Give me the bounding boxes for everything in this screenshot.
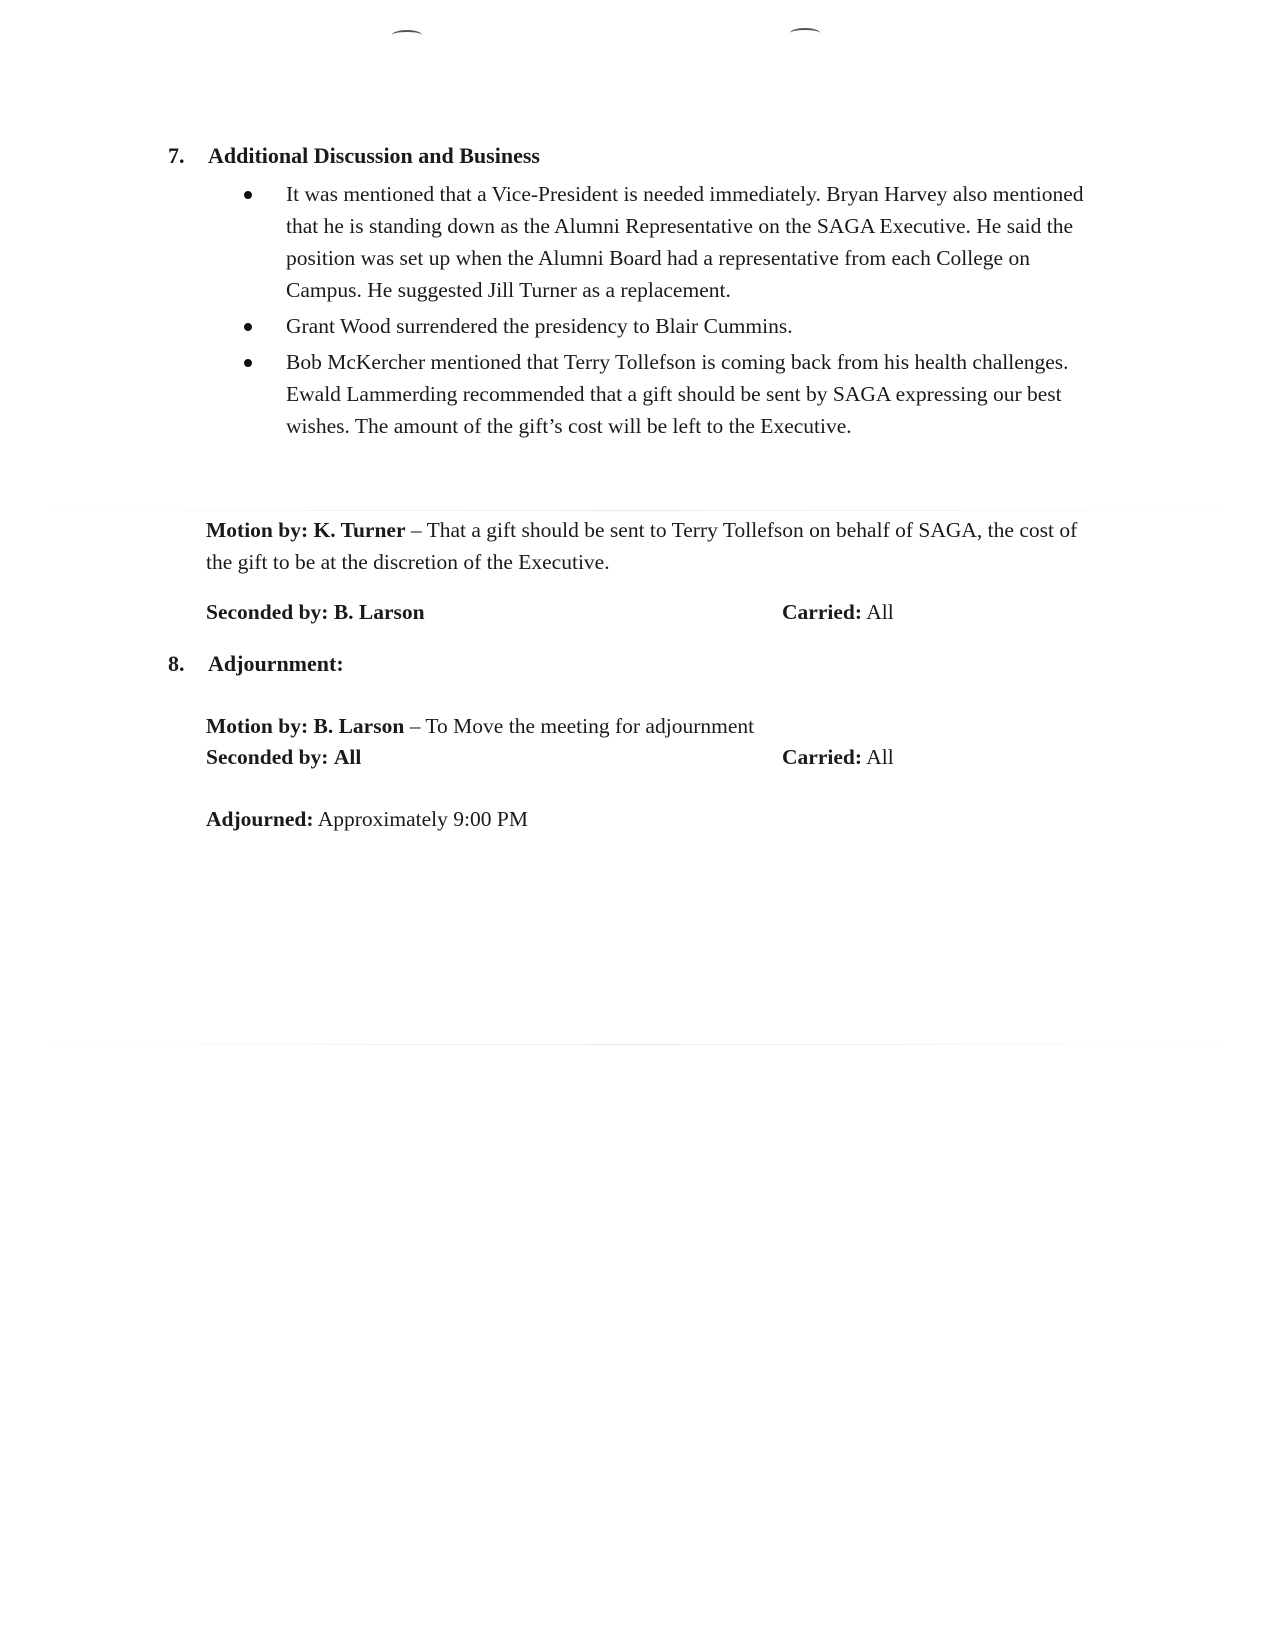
section-7-motion — [206, 514, 1086, 578]
section-8-carried — [782, 741, 894, 773]
bullet-text: Bob McKercher mentioned that Terry Tollefson is coming back from his health challenges. Ewald Lammerding recommended that a gift should be sent by SAGA expressing our best wishes. The amount of the gift’s cost will be left to the Executive. — [286, 350, 1069, 438]
seconded-label: Seconded by: — [206, 600, 329, 624]
bullet-icon — [244, 359, 252, 367]
carried-label: Carried: — [782, 745, 862, 769]
motion-text: – That a gift should be sent to Terry Tollefson on behalf of SAGA, the cost of the gift to be at the discretion of the Executive. — [206, 518, 1078, 574]
bullet-text: It was mentioned that a Vice-President is needed immediately. Bryan Harvey also mentioned that he is standing down as the Alumni Representative on the SAGA Executive. He said the position was set up when the Alumni Board had a representative from each College on Campus. He suggested Jill Turner as a replacement. — [286, 182, 1084, 302]
fold-line-lower — [0, 1044, 1269, 1045]
section-8-number: 8. — [168, 651, 185, 676]
list-item — [244, 310, 1104, 342]
section-7-number: 7. — [168, 143, 185, 168]
carried-value: All — [866, 600, 894, 624]
motion-mover: K. Turner — [313, 518, 406, 542]
list-item — [244, 178, 1104, 306]
seconded-label: Seconded by: — [206, 745, 329, 769]
seconded-name: B. Larson — [333, 600, 425, 624]
motion-text: – To Move the meeting for adjournment — [404, 714, 755, 738]
bullet-text: Grant Wood surrendered the presidency to Blair Cummins. — [286, 314, 793, 338]
discussion-bullet-list — [244, 178, 1104, 446]
section-8-seconded — [206, 741, 361, 773]
adjourned-value: Approximately 9:00 PM — [317, 807, 528, 831]
seconded-name: All — [333, 745, 362, 769]
punch-mark-right — [790, 28, 820, 38]
section-7-carried — [782, 596, 894, 628]
section-8-motion — [206, 710, 1086, 742]
fold-line-upper — [0, 510, 1269, 511]
motion-mover: B. Larson — [313, 714, 405, 738]
bullet-icon — [244, 323, 252, 331]
section-8-title: Adjournment: — [208, 651, 344, 676]
adjourned-line — [206, 803, 528, 835]
section-7-seconded — [206, 596, 425, 628]
motion-label: Motion by: — [206, 518, 309, 542]
punch-mark-left — [392, 30, 422, 40]
carried-label: Carried: — [782, 600, 862, 624]
adjourned-label: Adjourned: — [206, 807, 314, 831]
motion-label: Motion by: — [206, 714, 309, 738]
section-7-title: Additional Discussion and Business — [208, 143, 540, 168]
carried-value: All — [866, 745, 894, 769]
bullet-icon — [244, 191, 252, 199]
list-item — [244, 346, 1104, 442]
